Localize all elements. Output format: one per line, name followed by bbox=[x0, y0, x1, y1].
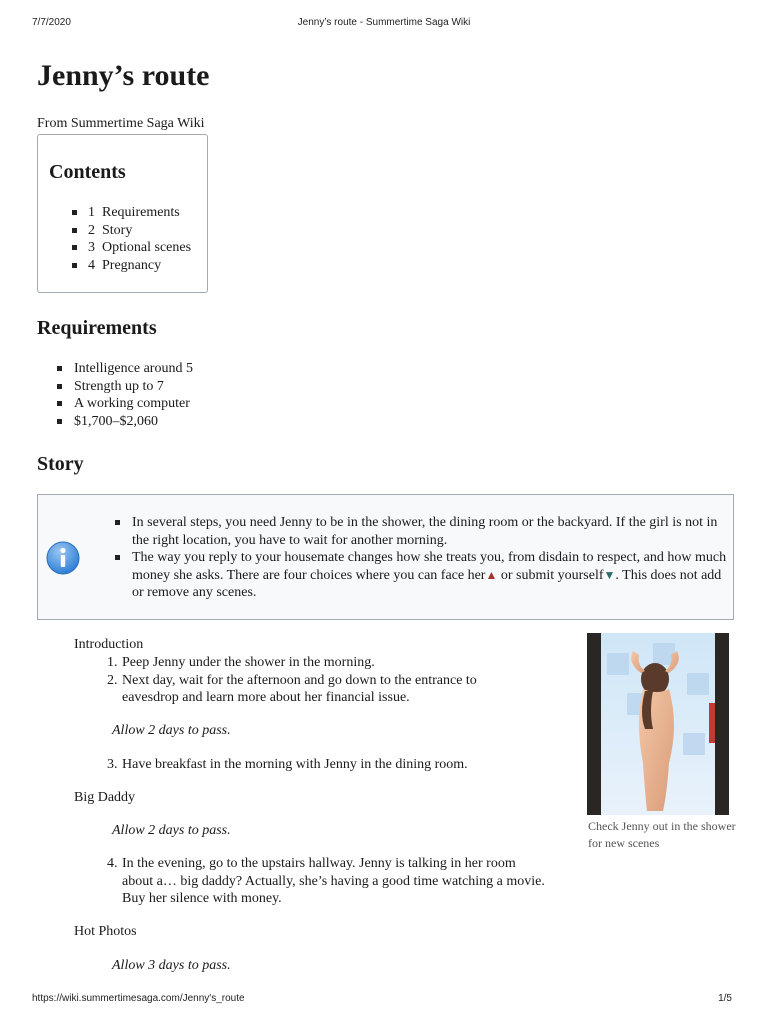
toc-item-story[interactable]: 2 Story bbox=[72, 222, 191, 240]
bullet-icon bbox=[57, 366, 62, 371]
site-subtitle: From Summertime Saga Wiki bbox=[37, 116, 205, 131]
notice-list bbox=[115, 514, 727, 602]
toc-item-pregnancy[interactable]: 4 Pregnancy bbox=[72, 257, 191, 275]
list-item: 3. Have breakfast in the morning with Jenny in the dining room. bbox=[107, 757, 468, 772]
print-page-title: Jenny’s route - Summertime Saga Wiki bbox=[297, 17, 471, 28]
requirements-list bbox=[57, 360, 193, 430]
bullet-icon bbox=[115, 555, 120, 560]
list-item: A working computer bbox=[57, 395, 193, 413]
toc-list bbox=[72, 204, 191, 274]
ordered-list bbox=[107, 855, 547, 908]
table-of-contents bbox=[37, 134, 208, 293]
list-item: 4. In the evening, go to the upstairs hallway. Jenny is talking in her room about a… big daddy? Actually, she’s having a good time watching a movie. Buy her silence with money. bbox=[107, 856, 545, 906]
story-heading: Story bbox=[37, 453, 84, 475]
list-item: $1,700–$2,060 bbox=[57, 413, 193, 431]
section-label-hot-photos: Hot Photos bbox=[74, 924, 137, 939]
bullet-icon bbox=[72, 210, 77, 215]
bullet-icon bbox=[57, 384, 62, 389]
wait-note: Allow 2 days to pass. bbox=[112, 723, 231, 738]
toc-heading: Contents bbox=[49, 161, 126, 183]
ordered-list bbox=[107, 654, 517, 707]
list-item: 1. Peep Jenny under the shower in the morning. bbox=[107, 655, 375, 670]
bullet-icon bbox=[72, 263, 77, 268]
wait-note: Allow 3 days to pass. bbox=[112, 958, 231, 973]
scene-thumbnail[interactable] bbox=[587, 633, 729, 815]
list-item: The way you reply to your housemate changes how she treats you, from disdain to respect, and how much money she asks. There are four choices where you can face her▲ or submit yourself▼. This does not add or remove any scenes. bbox=[115, 549, 727, 602]
submit-down-icon: ▼ bbox=[603, 567, 616, 582]
list-item: In several steps, you need Jenny to be in the shower, the dining room or the backyard. If the girl is not in the right location, you have to wait for another morning. bbox=[115, 514, 727, 549]
section-label-introduction: Introduction bbox=[74, 637, 144, 652]
page-title: Jenny’s route bbox=[37, 59, 210, 92]
toc-item-optional-scenes[interactable]: 3 Optional scenes bbox=[72, 239, 191, 257]
shower-scene-image bbox=[587, 633, 729, 815]
face-up-icon: ▲ bbox=[485, 567, 498, 582]
bullet-icon bbox=[72, 228, 77, 233]
bullet-icon bbox=[57, 419, 62, 424]
list-item: Intelligence around 5 bbox=[57, 360, 193, 378]
print-date: 7/7/2020 bbox=[32, 17, 71, 28]
requirements-heading: Requirements bbox=[37, 317, 157, 339]
info-icon bbox=[46, 541, 80, 575]
list-item: 2. Next day, wait for the afternoon and go down to the entrance to eavesdrop and learn more about her financial issue. bbox=[107, 672, 477, 705]
bullet-icon bbox=[57, 401, 62, 406]
bullet-icon bbox=[72, 245, 77, 250]
list-item: Strength up to 7 bbox=[57, 378, 193, 396]
print-header bbox=[32, 17, 736, 31]
wait-note: Allow 2 days to pass. bbox=[112, 823, 231, 838]
print-footer bbox=[32, 993, 736, 1007]
ordered-list bbox=[107, 756, 537, 774]
section-label-big-daddy: Big Daddy bbox=[74, 790, 136, 805]
page-number: 1/5 bbox=[718, 993, 732, 1004]
toc-item-requirements[interactable]: 1 Requirements bbox=[72, 204, 191, 222]
print-url: https://wiki.summertimesaga.com/Jenny's_route bbox=[32, 993, 245, 1004]
info-notice-box bbox=[37, 494, 734, 620]
figure-caption: Check Jenny out in the shower for new scenes bbox=[588, 819, 736, 850]
bullet-icon bbox=[115, 520, 120, 525]
